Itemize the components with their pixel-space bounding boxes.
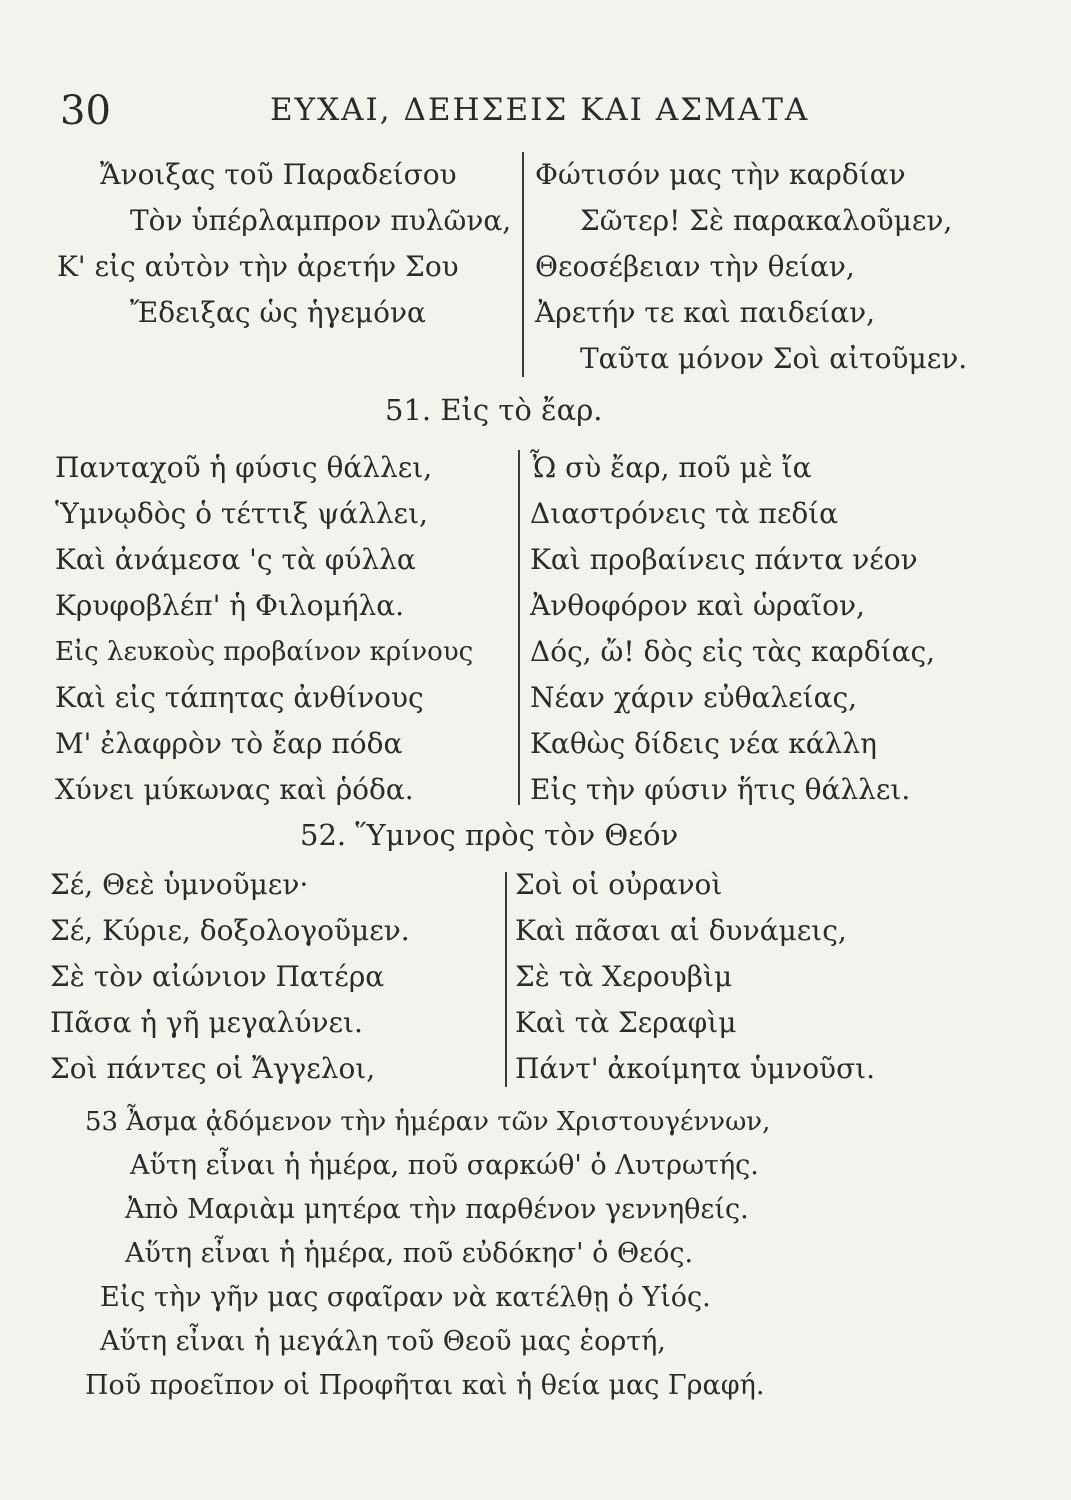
right-column (535, 152, 967, 382)
verse-line: Ἀπὸ Μαριὰμ μητέρα τὴν παρθένον γεννηθείς. (125, 1194, 749, 1225)
verse-line: Χύνει μύκωνας καὶ ῥόδα. (55, 773, 414, 806)
verse-line: Εἰς τὴν φύσιν ἥτις θάλλει. (530, 773, 911, 806)
song-53 (85, 1100, 1025, 1408)
verse-line: Σῶτερ! Σὲ παρακαλοῦμεν, (580, 204, 953, 237)
verse-line: Φώτισόν μας τὴν καρδίαν (535, 158, 906, 191)
verse-line: Ταῦτα μόνον Σοὶ αἰτοῦμεν. (580, 342, 968, 375)
verse-line: Ἀνθοφόρον καὶ ὡραῖον, (530, 589, 865, 622)
verse-line: Τὸν ὑπέρλαμπρον πυλῶνα, (130, 204, 512, 237)
verse-line: Ἀρετήν τε καὶ παιδείαν, (535, 296, 876, 329)
verse-line: Αὕτη εἶναι ἡ μεγάλη τοῦ Θεοῦ μας ἑορτή, (100, 1326, 666, 1357)
verse-line: Διαστρόνεις τὰ πεδία (530, 497, 839, 530)
verse-line: Μ' ἐλαφρὸν τὸ ἔαρ πόδα (55, 727, 403, 760)
verse-line: Καθὼς δίδεις νέα κάλλη (530, 727, 877, 760)
verse-line: Δός, ὤ! δὸς εἰς τὰς καρδίας, (530, 635, 936, 668)
left-column (50, 862, 410, 1092)
verse-line: Κρυφοβλέπ' ἡ Φιλομήλα. (55, 589, 405, 622)
verse-line: Ἄνοιξας τοῦ Παραδείσου (100, 158, 457, 191)
verse-line: Ὑμνῳδὸς ὁ τέττιξ ψάλλει, (55, 497, 428, 530)
left-column (55, 445, 473, 813)
left-column (55, 152, 511, 336)
song-heading-51: 51. Εἰς τὸ ἔαρ. (385, 393, 603, 427)
verse-line: Αὕτη εἶναι ἡ ἡμέρα, ποῦ εὐδόκησ' ὁ Θεός. (125, 1238, 694, 1269)
verse-line: Εἰς λευκοὺς προβαίνον κρίνους (55, 637, 474, 667)
page-number: 30 (60, 88, 111, 134)
column-divider (505, 872, 507, 1087)
column-divider (522, 152, 524, 377)
verse-line: Πάντ' ἀκοίμητα ὑμνοῦσι. (515, 1052, 876, 1085)
song-heading-53: 53 Ἆσμα ᾀδόμενον τὴν ἡμέραν τῶν Χριστουγέννων, (85, 1107, 771, 1137)
verse-line: Εἰς τὴν γῆν μας σφαῖραν νὰ κατέλθῃ ὁ Υἱός. (100, 1282, 711, 1313)
verse-line: Καὶ τὰ Σεραφὶμ (515, 1006, 737, 1039)
verse-line: Κ' εἰς αὐτὸν τὴν ἀρετήν Σου (57, 250, 459, 283)
verse-line: Σοὶ πάντες οἱ Ἄγγελοι, (50, 1052, 376, 1085)
verse-line: Σέ, Θεὲ ὑμνοῦμεν· (50, 868, 309, 901)
song-heading-52: 52. Ὕμνος πρὸς τὸν Θεόν (300, 818, 679, 852)
column-divider (518, 450, 520, 805)
verse-line: Καὶ προβαίνεις πάντα νέον (530, 543, 918, 576)
verse-line: Καὶ ἀνάμεσα 'ς τὰ φύλλα (55, 543, 416, 576)
verse-line: Νέαν χάριν εὐθαλείας, (530, 681, 858, 714)
verse-line: Καὶ εἰς τάπητας ἀνθίνους (55, 681, 424, 714)
verse-line: Ἔδειξας ὡς ἡγεμόνα (130, 296, 426, 329)
right-column (530, 445, 935, 813)
verse-line: Αὕτη εἶναι ἡ ἡμέρα, ποῦ σαρκώθ' ὁ Λυτρωτής. (130, 1150, 759, 1181)
verse-line: Σοὶ οἱ οὐρανοὶ (515, 868, 723, 901)
verse-line: Ὦ σὺ ἔαρ, ποῦ μὲ ἴα (530, 451, 812, 484)
page-header (60, 88, 960, 138)
verse-line: Σὲ τὰ Χερουβὶμ (515, 960, 733, 993)
verse-line: Σέ, Κύριε, δοξολογοῦμεν. (50, 914, 410, 947)
running-title: ΕΥΧΑΙ, ΔΕΗΣΕΙΣ ΚΑΙ ΑΣΜΑΤΑ (270, 92, 810, 128)
verse-line: Πᾶσα ἡ γῆ μεγαλύνει. (50, 1006, 363, 1039)
verse-line: Ποῦ προεῖπον οἱ Προφῆται καὶ ἡ θεία μας Γραφή. (85, 1370, 765, 1401)
verse-line: Σὲ τὸν αἰώνιον Πατέρα (50, 960, 385, 993)
verse-line: Πανταχοῦ ἡ φύσις θάλλει, (55, 451, 433, 484)
verse-line: Θεοσέβειαν τὴν θείαν, (535, 250, 855, 283)
right-column (515, 862, 875, 1092)
verse-line: Καὶ πᾶσαι αἱ δυνάμεις, (515, 914, 847, 947)
